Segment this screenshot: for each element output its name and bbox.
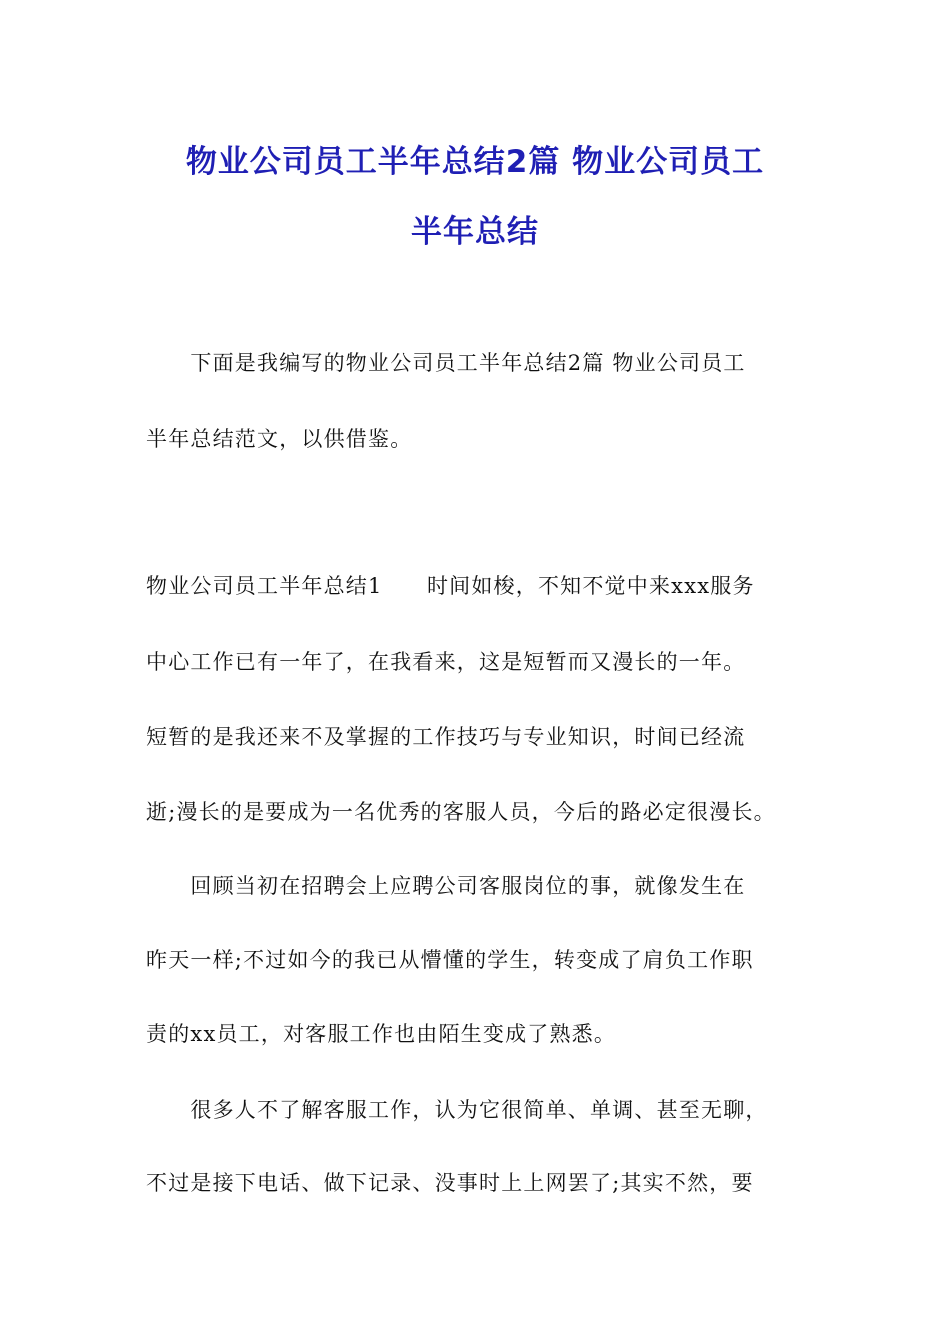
paragraph-line: 责的xx员工，对客服工作也由陌生变成了熟悉。 (146, 1022, 617, 1046)
paragraph-line: 不过是接下电话、做下记录、没事时上上网罢了;其实不然，要 (146, 1171, 754, 1195)
intro-line-1: 下面是我编写的物业公司员工半年总结2篇 物业公司员工 (146, 351, 746, 375)
paragraph-line: 中心工作已有一年了，在我看来，这是短暂而又漫长的一年。 (146, 650, 746, 674)
paragraph-line: 短暂的是我还来不及掌握的工作技巧与专业知识，时间已经流 (146, 725, 746, 749)
document-title-line-1: 物业公司员工半年总结2篇 物业公司员工 (185, 144, 765, 180)
paragraph-line: 昨天一样;不过如今的我已从懵懂的学生，转变成了肩负工作职 (146, 948, 754, 972)
paragraph-line: 逝;漫长的是要成为一名优秀的客服人员，今后的路必定很漫长。 (146, 800, 776, 824)
intro-line-2: 半年总结范文，以供借鉴。 (146, 427, 413, 451)
paragraph-line: 回顾当初在招聘会上应聘公司客服岗位的事，就像发生在 (146, 874, 746, 898)
paragraph-line: 物业公司员工半年总结1 时间如梭，不知不觉中来xxx服务 (146, 574, 755, 598)
paragraph-line: 很多人不了解客服工作，认为它很简单、单调、甚至无聊， (146, 1098, 768, 1122)
document-title-line-2: 半年总结 (411, 214, 539, 250)
